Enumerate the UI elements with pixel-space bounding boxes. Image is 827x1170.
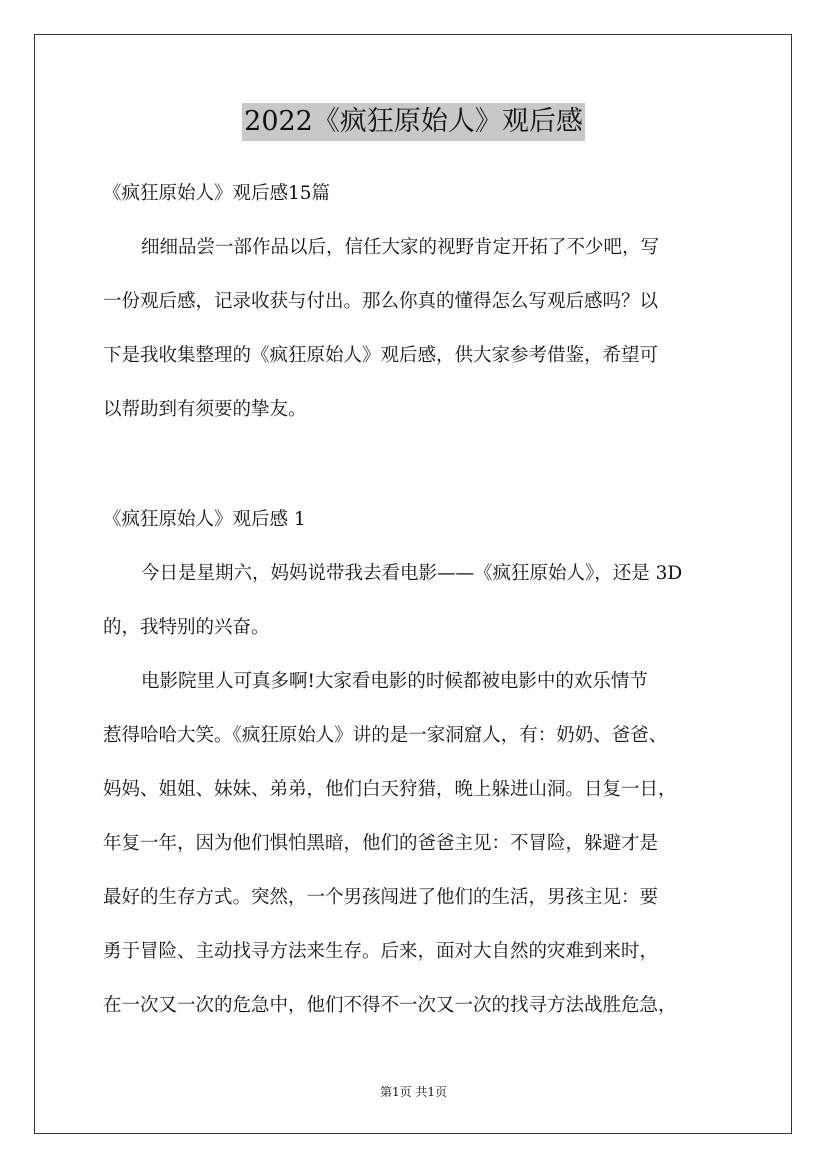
section-heading: 《疯狂原始人》观后感 1 — [103, 509, 306, 530]
intro-line: 细细品尝一部作品以后，信任大家的视野肯定开拓了不少吧，写 — [141, 237, 660, 258]
title-container — [0, 103, 827, 141]
paragraph-line: 惹得哈哈大笑。《疯狂原始人》讲的是一家洞窟人，有：奶奶、爸爸、 — [103, 725, 668, 746]
paragraph-line: 年复一年，因为他们惧怕黑暗，他们的爸爸主见：不冒险，躲避才是 — [103, 833, 659, 854]
paragraph-line: 妈妈、姐姐、妹妹、弟弟，他们白天狩猎，晚上躲进山洞。日复一日， — [103, 779, 677, 800]
paragraph-line: 今日是星期六，妈妈说带我去看电影——《疯狂原始人》，还是 3D — [141, 563, 683, 584]
paragraph-line: 勇于冒险、主动找寻方法来生存。后来，面对大自然的灾难到来时， — [103, 941, 659, 962]
intro-line: 一份观后感，记录收获与付出。那么你真的懂得怎么写观后感吗？以 — [103, 291, 659, 312]
intro-line: 以帮助到有须要的挚友。 — [103, 399, 307, 420]
intro-line: 下是我收集整理的《疯狂原始人》观后感，供大家参考借鉴，希望可 — [103, 345, 659, 366]
paragraph-line: 在一次又一次的危急中，他们不得不一次又一次的找寻方法战胜危急， — [103, 995, 677, 1016]
page-number: 第1页 共1页 — [379, 1085, 448, 1099]
paragraph-line: 最好的生存方式。突然，一个男孩闯进了他们的生活，男孩主见：要 — [103, 887, 659, 908]
document-subtitle: 《疯狂原始人》观后感15篇 — [103, 183, 331, 204]
paragraph-line: 电影院里人可真多啊!大家看电影的时候都被电影中的欢乐情节 — [141, 671, 648, 692]
paragraph-line: 的，我特别的兴奋。 — [103, 617, 270, 638]
document-title: 2022《疯狂原始人》观后感 — [242, 103, 585, 141]
